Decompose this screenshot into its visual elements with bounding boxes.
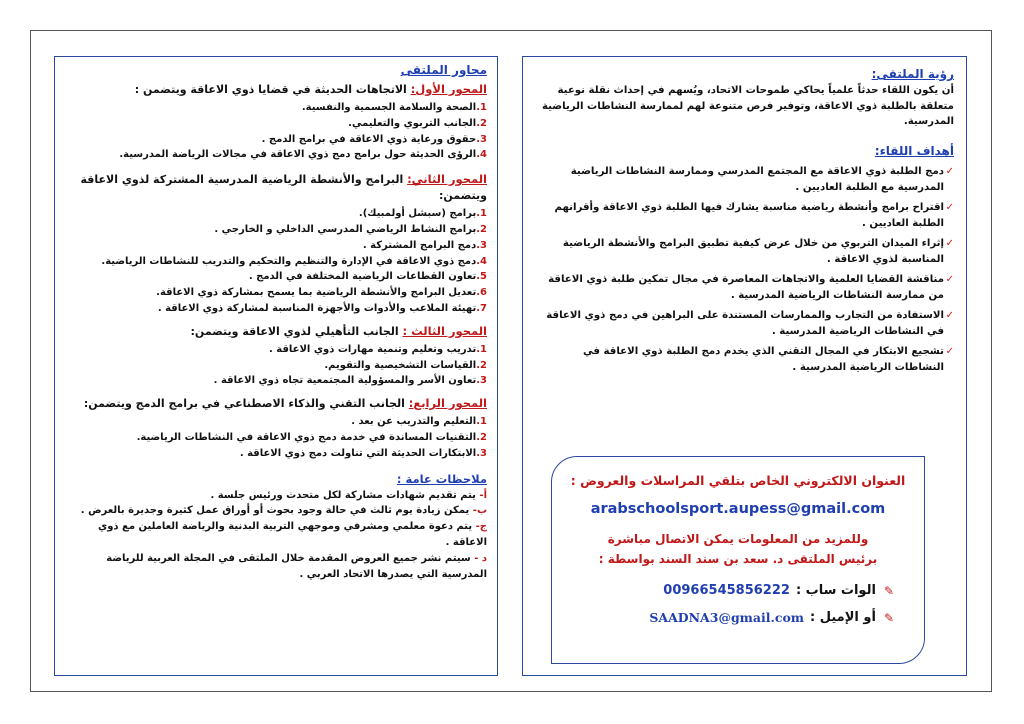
axis2-desc: البرامج والأنشطة الرياضية المدرسية المشتركة لذوي الاعاقة ويتضمن: <box>80 173 487 203</box>
axis3-desc: الجانب التأهيلي لذوي الاعاقة ويتضمن: <box>190 324 399 338</box>
whatsapp-number[interactable]: 00966545856222 <box>663 583 790 598</box>
list-item: 4.الرؤى الحديثة حول برامج دمج ذوي الاعاقة في مجالات الرياضة المدرسية. <box>119 149 487 161</box>
list-item: 5.تعاون القطاعات الرياضية المختلفة في الدمج . <box>248 271 487 283</box>
axes-panel <box>54 56 498 676</box>
contact-more-line2: برئيس الملتقى د. سعد بن سند السند بواسطة : <box>598 552 878 566</box>
list-item: 6.تعديل البرامج والأنشطة الرياضية بما يسمح بمشاركة ذوي الاعاقة. <box>156 287 487 299</box>
list-item: 2.القياسات التشخيصية والتقويم. <box>324 359 487 371</box>
goal-item: ✓ دمج الطلبة ذوي الاعاقة مع المجتمع المدرسي وممارسة النشاطات الرياضية المدرسية مع الطلبة العاديين . <box>570 165 954 193</box>
goal-item: ✓ الاستفادة من التجارب والممارسات المستندة على البراهين في دمج ذوي الاعاقة في النشاطات الرياضية المدرسية . <box>546 309 954 337</box>
list-item: 4.دمج ذوي الاعاقة في الإدارة والتنظيم والتحكيم والتدريب للنشاطات الرياضية. <box>101 255 487 267</box>
checkmark-icon: ✓ <box>945 165 954 177</box>
goals-title: أهداف اللقاء: <box>874 143 954 158</box>
axis2-heading <box>67 171 487 204</box>
axis4-desc: الجانب التقني والذكاء الاصطناعي في برامج الدمج ويتضمن: <box>83 397 405 411</box>
checkmark-icon: ✓ <box>945 345 954 357</box>
axis1-heading <box>67 81 487 98</box>
axes-title: محاور الملتقى <box>400 63 487 77</box>
list-item: 2.الجانب التربوي والتعليمي. <box>348 117 487 129</box>
axis3-heading <box>67 323 487 340</box>
list-item: 3.الابتكارات الحديثة التي تناولت دمج ذوي الاعاقة . <box>239 447 487 459</box>
goal-item: ✓ تشجيع الابتكار في المجال التقني الذي يخدم دمج الطلبة ذوي الاعاقة في النشاطات الرياضية المدرسية . <box>582 345 954 373</box>
list-item: 1.تدريب وتعليم وتنمية مهارات ذوي الاعاقة . <box>269 343 487 355</box>
notes-title: ملاحظات عامة : <box>396 471 487 486</box>
list-item: 3.تعاون الأسر والمسؤولية المجتمعية تجاه ذوي الاعاقة . <box>213 375 487 387</box>
axis2-title: المحور الثاني: <box>407 172 487 187</box>
axis1-desc: الاتجاهات الحديثة في قضايا ذوي الاعاقة ويتضمن : <box>134 83 407 96</box>
goals-list <box>535 164 954 376</box>
list-item: 1.برامج (سبشل أولمبيك). <box>358 208 487 220</box>
contact-heading: العنوان الالكتروني الخاص بتلقي المراسلات والعروض : <box>570 473 906 488</box>
list-item: 2.التقنيات المساندة في خدمة دمج ذوي الاعاقة في النشاطات الرياضية. <box>136 431 487 443</box>
note-item: د - سيتم نشر جميع العروض المقدمة خلال الملتقى في المجلة العربية للرياضة المدرسية التي يصدرها الاتحاد العربي . <box>106 552 487 580</box>
email2-link[interactable]: SAADNA3@gmail.com <box>649 610 805 625</box>
pin-icon: ✎ <box>883 610 894 625</box>
checkmark-icon: ✓ <box>945 201 954 213</box>
list-item: 7.تهيئة الملاعب والأدوات والأجهزة المناسبة لمشاركة ذوي الاعاقة . <box>157 302 487 314</box>
list-item: 3.دمج البرامج المشتركة . <box>362 239 487 251</box>
note-item: أ- يتم تقديم شهادات مشاركة لكل متحدث ورئيس جلسة . <box>210 489 487 501</box>
list-item: 1.التعليم والتدريب عن بعد . <box>351 416 487 428</box>
contact-email-link[interactable]: arabschoolsport.aupess@gmail.com <box>590 501 886 517</box>
goal-item: ✓ اقتراح برامج وأنشطة رياضية مناسبة يشارك فيها الطلبة ذوي الاعاقة وأقرانهم الطلبة العاديين . <box>554 201 954 229</box>
email2-label: أو الإميل : <box>810 610 876 625</box>
axis3-title: المحور الثالث : <box>402 323 487 338</box>
list-item: 1.الصحة والسلامة الجسمية والنفسية. <box>301 102 487 113</box>
contact-more-line1: وللمزيد من المعلومات يمكن الاتصال مباشرة <box>607 532 869 546</box>
axis4-title: المحور الرابع: <box>408 396 487 411</box>
list-item: 3.حقوق ورعاية ذوي الاعاقة في برامج الدمج . <box>261 133 487 145</box>
note-item: ب- يمكن زيادة يوم ثالث في حالة وجود بحوث أو أوراق عمل كثيرة وجديرة بالعرض . <box>80 505 487 517</box>
axis4-heading <box>67 395 487 412</box>
whatsapp-row <box>552 583 924 598</box>
goal-item: ✓ مناقشة القضايا العلمية والاتجاهات المعاصرة في مجال تمكين طلبة ذوي الاعاقة من ممارسة النشاطات الرياضية المدرسية . <box>548 273 954 301</box>
contact-box <box>551 456 925 664</box>
axis1-title: المحور الأول: <box>410 82 487 96</box>
list-item: 2.برامج النشاط الرياضي المدرسي الداخلي و الخارجي . <box>214 223 487 235</box>
checkmark-icon: ✓ <box>945 237 954 249</box>
whatsapp-label: الوات ساب : <box>795 583 876 598</box>
vision-text: أن يكون اللقاء حدثاً علمياً يحاكي طموحات الاتحاد، ويُسهم في إحداث نقلة نوعية متعلقة بالطلبة ذوي الاعاقة، وتوفير فرص متنوعة لهم لممارسة النشاطات الرياضية المدرسية. <box>541 85 954 127</box>
checkmark-icon: ✓ <box>945 309 954 321</box>
email2-row <box>552 610 924 625</box>
goal-item: ✓ إثراء الميدان التربوي من خلال عرض كيفية تطبيق البرامج والأنشطة الرياضية المناسبة لذوي الاعاقة . <box>562 237 954 265</box>
note-item: ج- يتم دعوة معلمي ومشرفي وموجهي التربية البدنية والرياضة العاملين مع ذوي الاعاقة . <box>98 521 487 548</box>
vision-title: رؤية الملتقى: <box>871 67 954 81</box>
checkmark-icon: ✓ <box>945 273 954 285</box>
pin-icon: ✎ <box>883 583 894 598</box>
